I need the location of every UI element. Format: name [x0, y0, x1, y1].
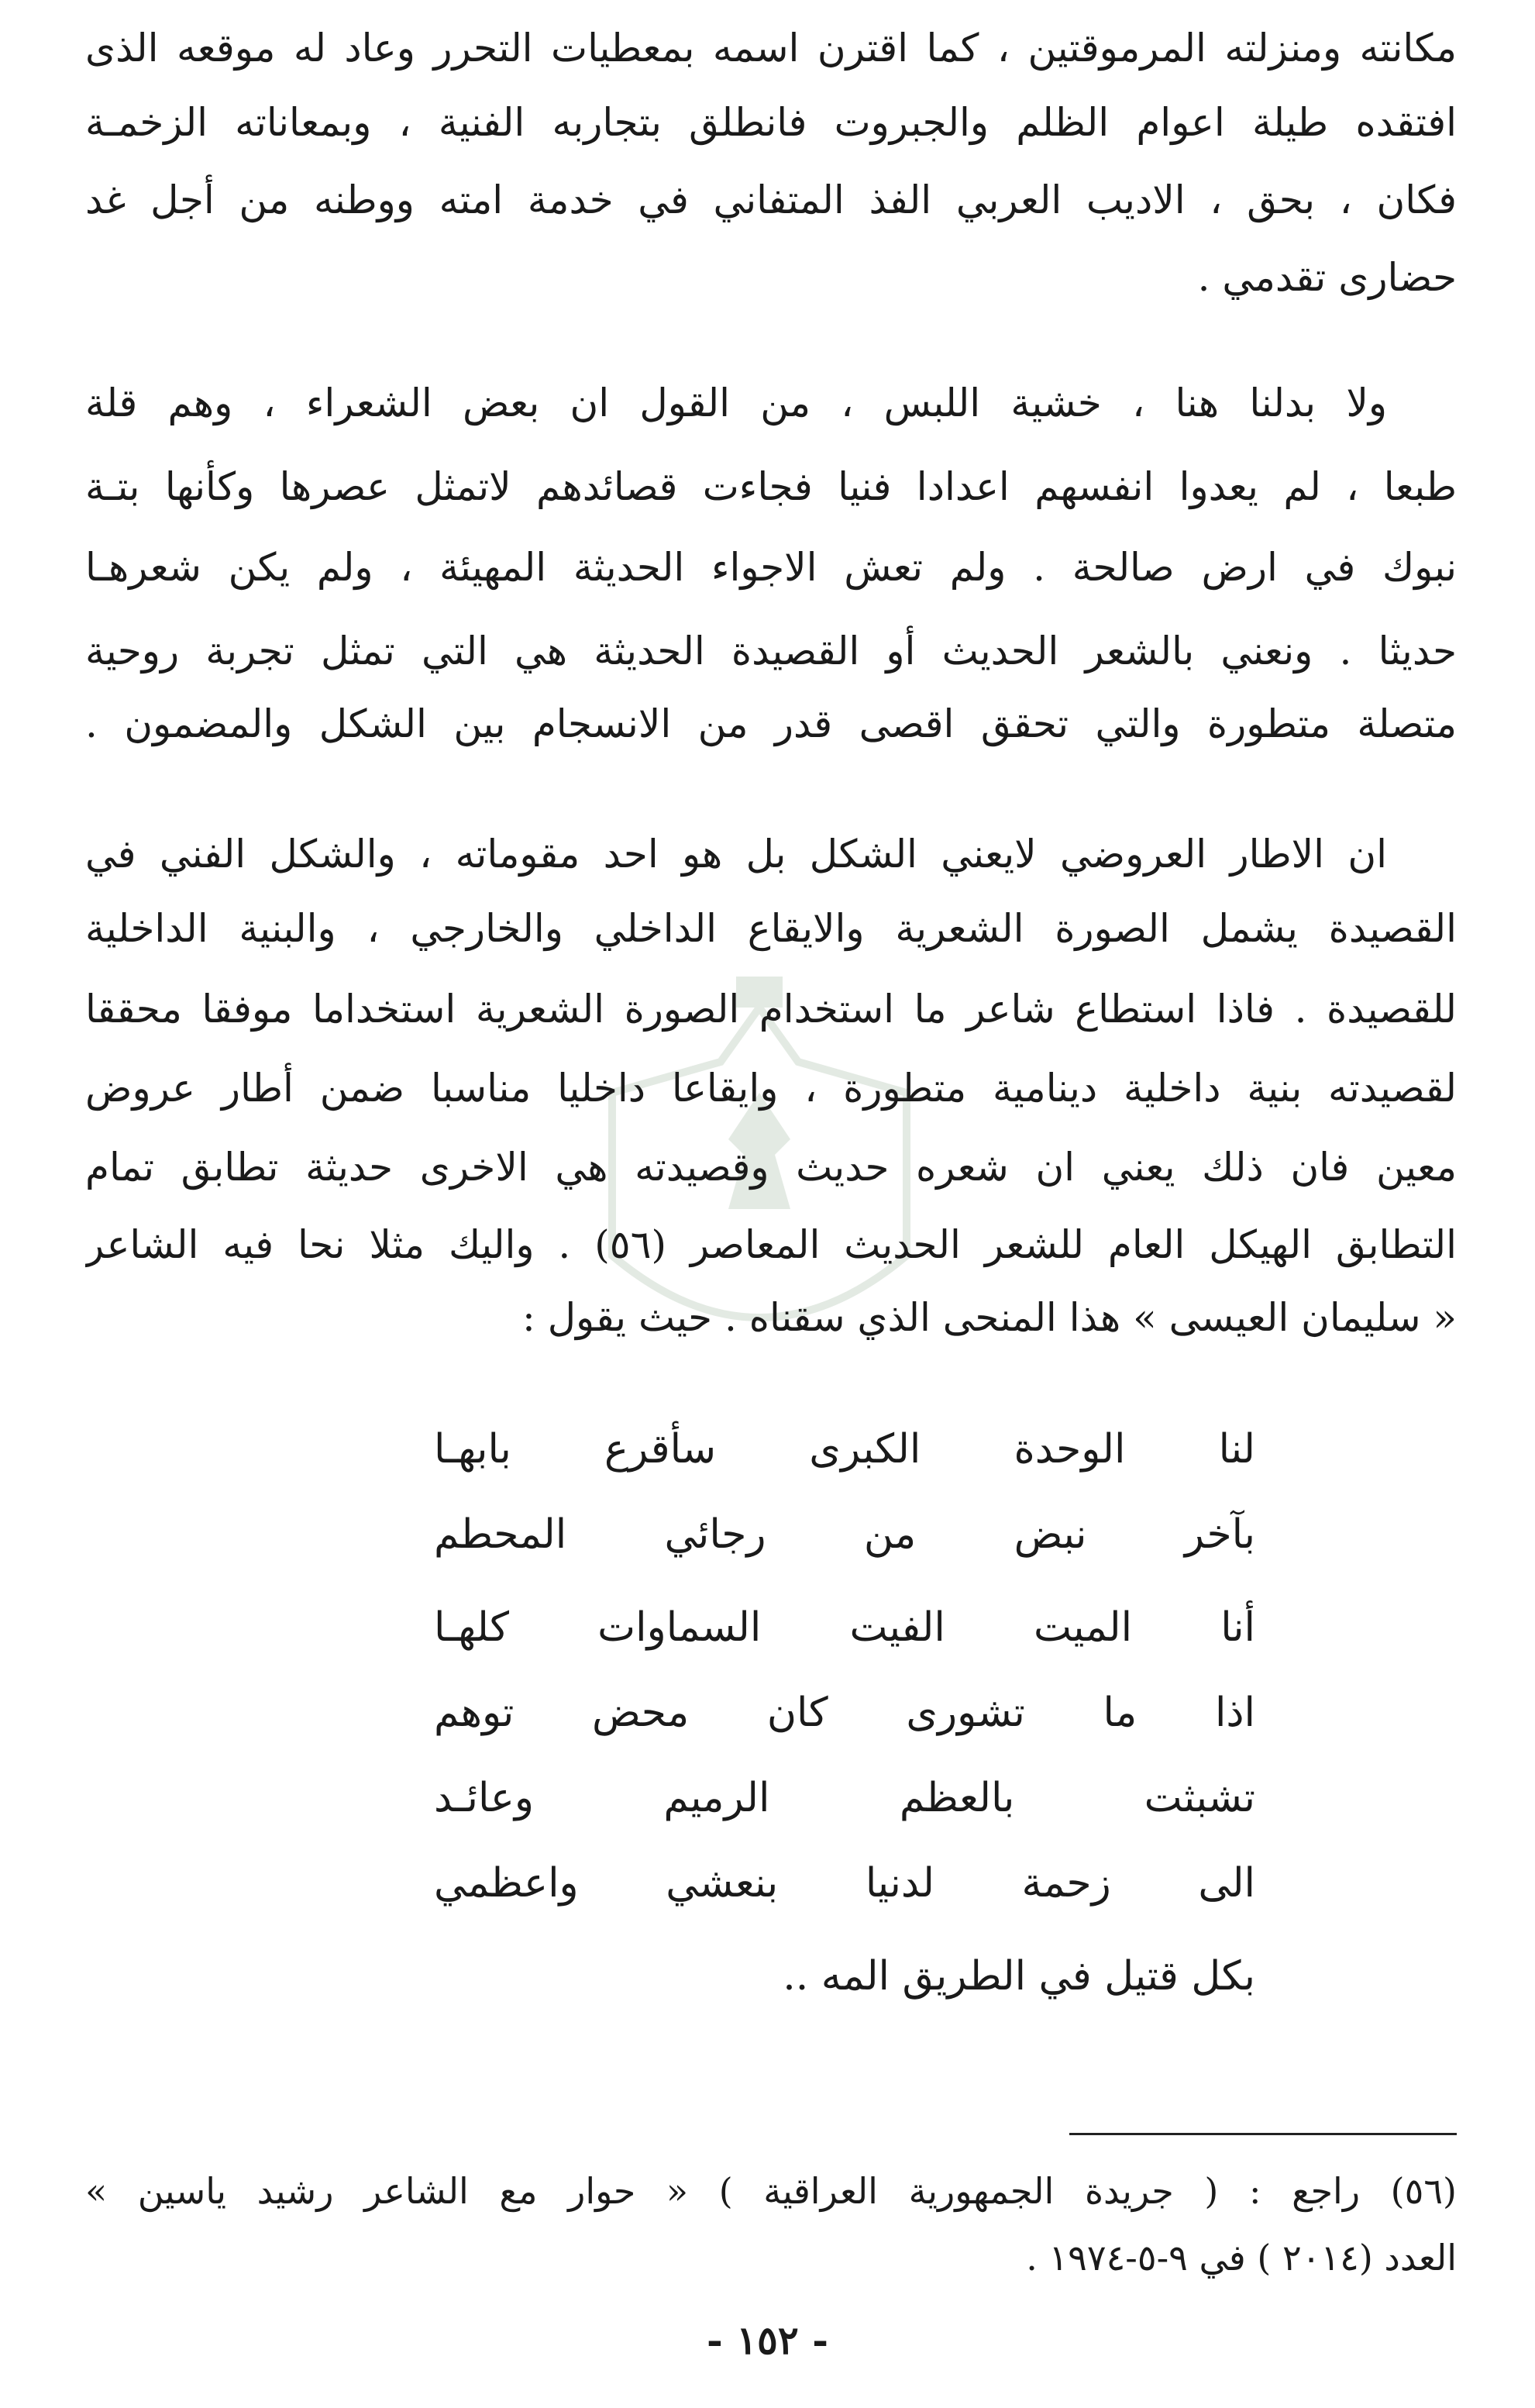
page-number: - ١٥٢ -: [707, 2317, 828, 2363]
poem-verse-5: تشبثت بالعظم الرميم وعائـد: [434, 1775, 1255, 1821]
poem-verse-6: الى زحمة لدنيا بنعشي واعظمي: [434, 1860, 1255, 1907]
footnote-line-1: (٥٦) راجع : ( جريدة الجمهورية العراقية ) « حوار مع الشاعر رشيد ياسين »: [85, 2170, 1457, 2212]
paragraph-1-line-1: مكانته ومنزلته المرموقتين ، كما اقترن اسمه بمعطيات التحرر وعاد له موقعه الذى: [85, 26, 1457, 71]
paragraph-2-line-3: نبوك في ارض صالحة . ولم تعش الاجواء الحديثة المهيئة ، ولم يكن شعرهـا: [85, 545, 1457, 590]
paragraph-1-line-2: افتقده طيلة اعوام الظلم والجبروت فانطلق بتجاربه الفنية ، وبمعاناته الزخمـة: [85, 100, 1457, 145]
paragraph-3-line-1: ان الاطار العروضي لايعني الشكل بل هو احد مقوماته ، والشكل الفني في: [85, 832, 1387, 877]
paragraph-1-line-4: حضارى تقدمي .: [1197, 255, 1457, 300]
paragraph-3-line-2: القصيدة يشمل الصورة الشعرية والايقاع الداخلي والخارجي ، والبنية الداخلية: [85, 906, 1457, 951]
paragraph-3-line-3: للقصيدة . فاذا استطاع شاعر ما استخدام الصورة الشعرية استخداما موفقا محققا: [85, 987, 1457, 1032]
paragraph-3-line-4: لقصيدته بنية داخلية دينامية متطورة ، وايقاعا داخليا مناسبا ضمن أطار عروض: [85, 1066, 1457, 1111]
poem-verse-3: أنا الميت الفيت السماوات كلهـا: [434, 1604, 1255, 1651]
paragraph-1-line-3: فكان ، بحق ، الاديب العربي الفذ المتفاني في خدمة امته ووطنه من أجل غد: [85, 177, 1457, 222]
paragraph-3-line-5: معين فان ذلك يعني ان شعره حديث وقصيدته هي الاخرى حديثة تطابق تمام: [85, 1145, 1457, 1190]
paragraph-2-line-1: ولا بدلنا هنا ، خشية اللبس ، من القول ان بعض الشعراء ، وهم قلة: [85, 381, 1387, 425]
paragraph-2-line-5: متصلة متطورة والتي تحقق اقصى قدر من الانسجام بين الشكل والمضمون .: [85, 701, 1457, 746]
paragraph-2-line-2: طبعا ، لم يعدوا انفسهم اعدادا فنيا فجاءت قصائدهم لاتمثل عصرها وكأنها بتـة: [85, 464, 1457, 509]
paragraph-3-line-7: « سليمان العيسى » هذا المنحى الذي سقناه . حيث يقول :: [521, 1295, 1457, 1340]
footnote-separator: [1069, 2133, 1457, 2135]
poem-verse-7: بكل قتيل في الطريق المه ..: [783, 1953, 1255, 2000]
poem-verse-1: لنا الوحدة الكبرى سأقرع بابهـا: [434, 1426, 1255, 1473]
paragraph-2-line-4: حديثا . ونعني بالشعر الحديث أو القصيدة الحديثة هي التي تمثل تجربة روحية: [85, 629, 1457, 673]
paragraph-3-line-6: التطابق الهيكل العام للشعر الحديث المعاصر (٥٦) . واليك مثلا نحا فيه الشاعر: [85, 1222, 1457, 1267]
poem-verse-4: اذا ما تشورى كان محض توهم: [434, 1690, 1255, 1736]
footnote-line-2: العدد (٢٠١٤ ) في ٩-٥-١٩٧٤ .: [1026, 2237, 1457, 2279]
poem-verse-2: بآخر نبض من رجائي المحطم: [434, 1511, 1255, 1558]
